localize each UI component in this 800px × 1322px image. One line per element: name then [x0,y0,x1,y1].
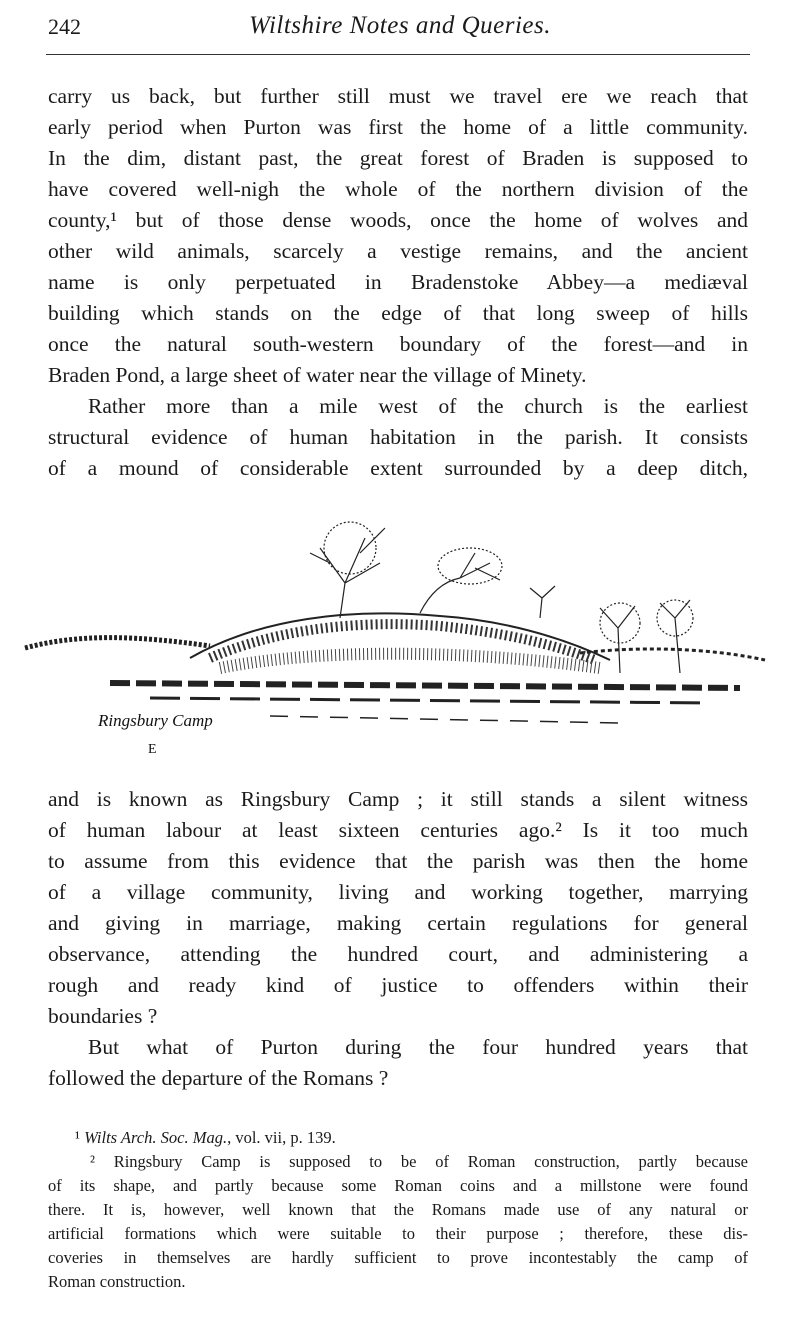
body-text-bottom [48,784,748,1094]
text-line: county,¹ but of those dense woods, once the home of wolves and [48,208,748,232]
text-line: early period when Purton was first the home of a little community. [48,115,748,139]
text-line: carry us back, but further still must we travel ere we reach that [48,84,748,108]
text-line: have covered well-nigh the whole of the northern division of the [48,177,748,201]
body-text-top [48,81,748,484]
text-line: Rather more than a mile west of the church is the earliest [88,394,748,418]
footnote-source: Wilts Arch. Soc. Mag. [84,1128,228,1147]
text-line: name is only perpetuated in Bradenstoke Abbey—a mediæval [48,270,748,294]
text-line: and giving in marriage, making certain regulations for general [48,911,748,935]
text-line: Braden Pond, a large sheet of water near the village of Minety. [48,363,587,387]
page-number: 242 [48,14,81,39]
text-line: followed the departure of the Romans ? [48,1066,389,1090]
text-line: rough and ready kind of justice to offenders within their [48,973,748,997]
text-line: once the natural south-western boundary of the forest—and in [48,332,748,356]
text-line: artificial formations which were suitable to their purpose ; therefore, these dis- [48,1224,748,1243]
text-line: Roman construction. [48,1272,186,1291]
text-line: of a mound of considerable extent surrounded by a deep ditch, [48,456,748,480]
text-line: there. It is, however, well known that the Romans made use of any natural or [48,1200,748,1219]
text-line: structural evidence of human habitation in the parish. It consists [48,425,748,449]
text-line: to assume from this evidence that the parish was then the home [48,849,748,873]
text-line: of a village community, living and working together, marrying [48,880,748,904]
footnote-marker: ¹ [75,1128,80,1147]
footnote-2 [48,1150,748,1294]
illustration-caption: Ringsbury Camp [98,711,213,730]
text-line: coveries in themselves are hardly sufficient to prove incontestably the camp of [48,1248,748,1267]
text-line: of human labour at least sixteen centuries ago.² Is it too much [48,818,748,842]
text-line: ² Ringsbury Camp is supposed to be of Roman construction, partly because [90,1152,748,1171]
text-line: and is known as Ringsbury Camp ; it still stands a silent witness [48,787,748,811]
footnote-1 [48,1126,748,1150]
header-rule [46,54,750,55]
text-line: But what of Purton during the four hundred years that [88,1035,748,1059]
artist-initial: E [148,742,157,757]
footnotes [48,1126,748,1294]
footnote-citation: , vol. vii, p. 139. [227,1128,336,1147]
running-title: Wiltshire Notes and Queries. [249,12,551,39]
text-line: building which stands on the edge of that long sweep of hills [48,301,748,325]
text-line: In the dim, distant past, the great forest of Braden is supposed to [48,146,748,170]
ringsbury-camp-illustration [20,508,780,768]
text-line: boundaries ? [48,1004,158,1028]
text-line: observance, attending the hundred court, and administering a [48,942,748,966]
text-line: of its shape, and partly because some Roman coins and a millstone were found [48,1176,748,1195]
illustration-signature [97,711,213,757]
text-line: other wild animals, scarcely a vestige remains, and the ancient [48,239,748,263]
